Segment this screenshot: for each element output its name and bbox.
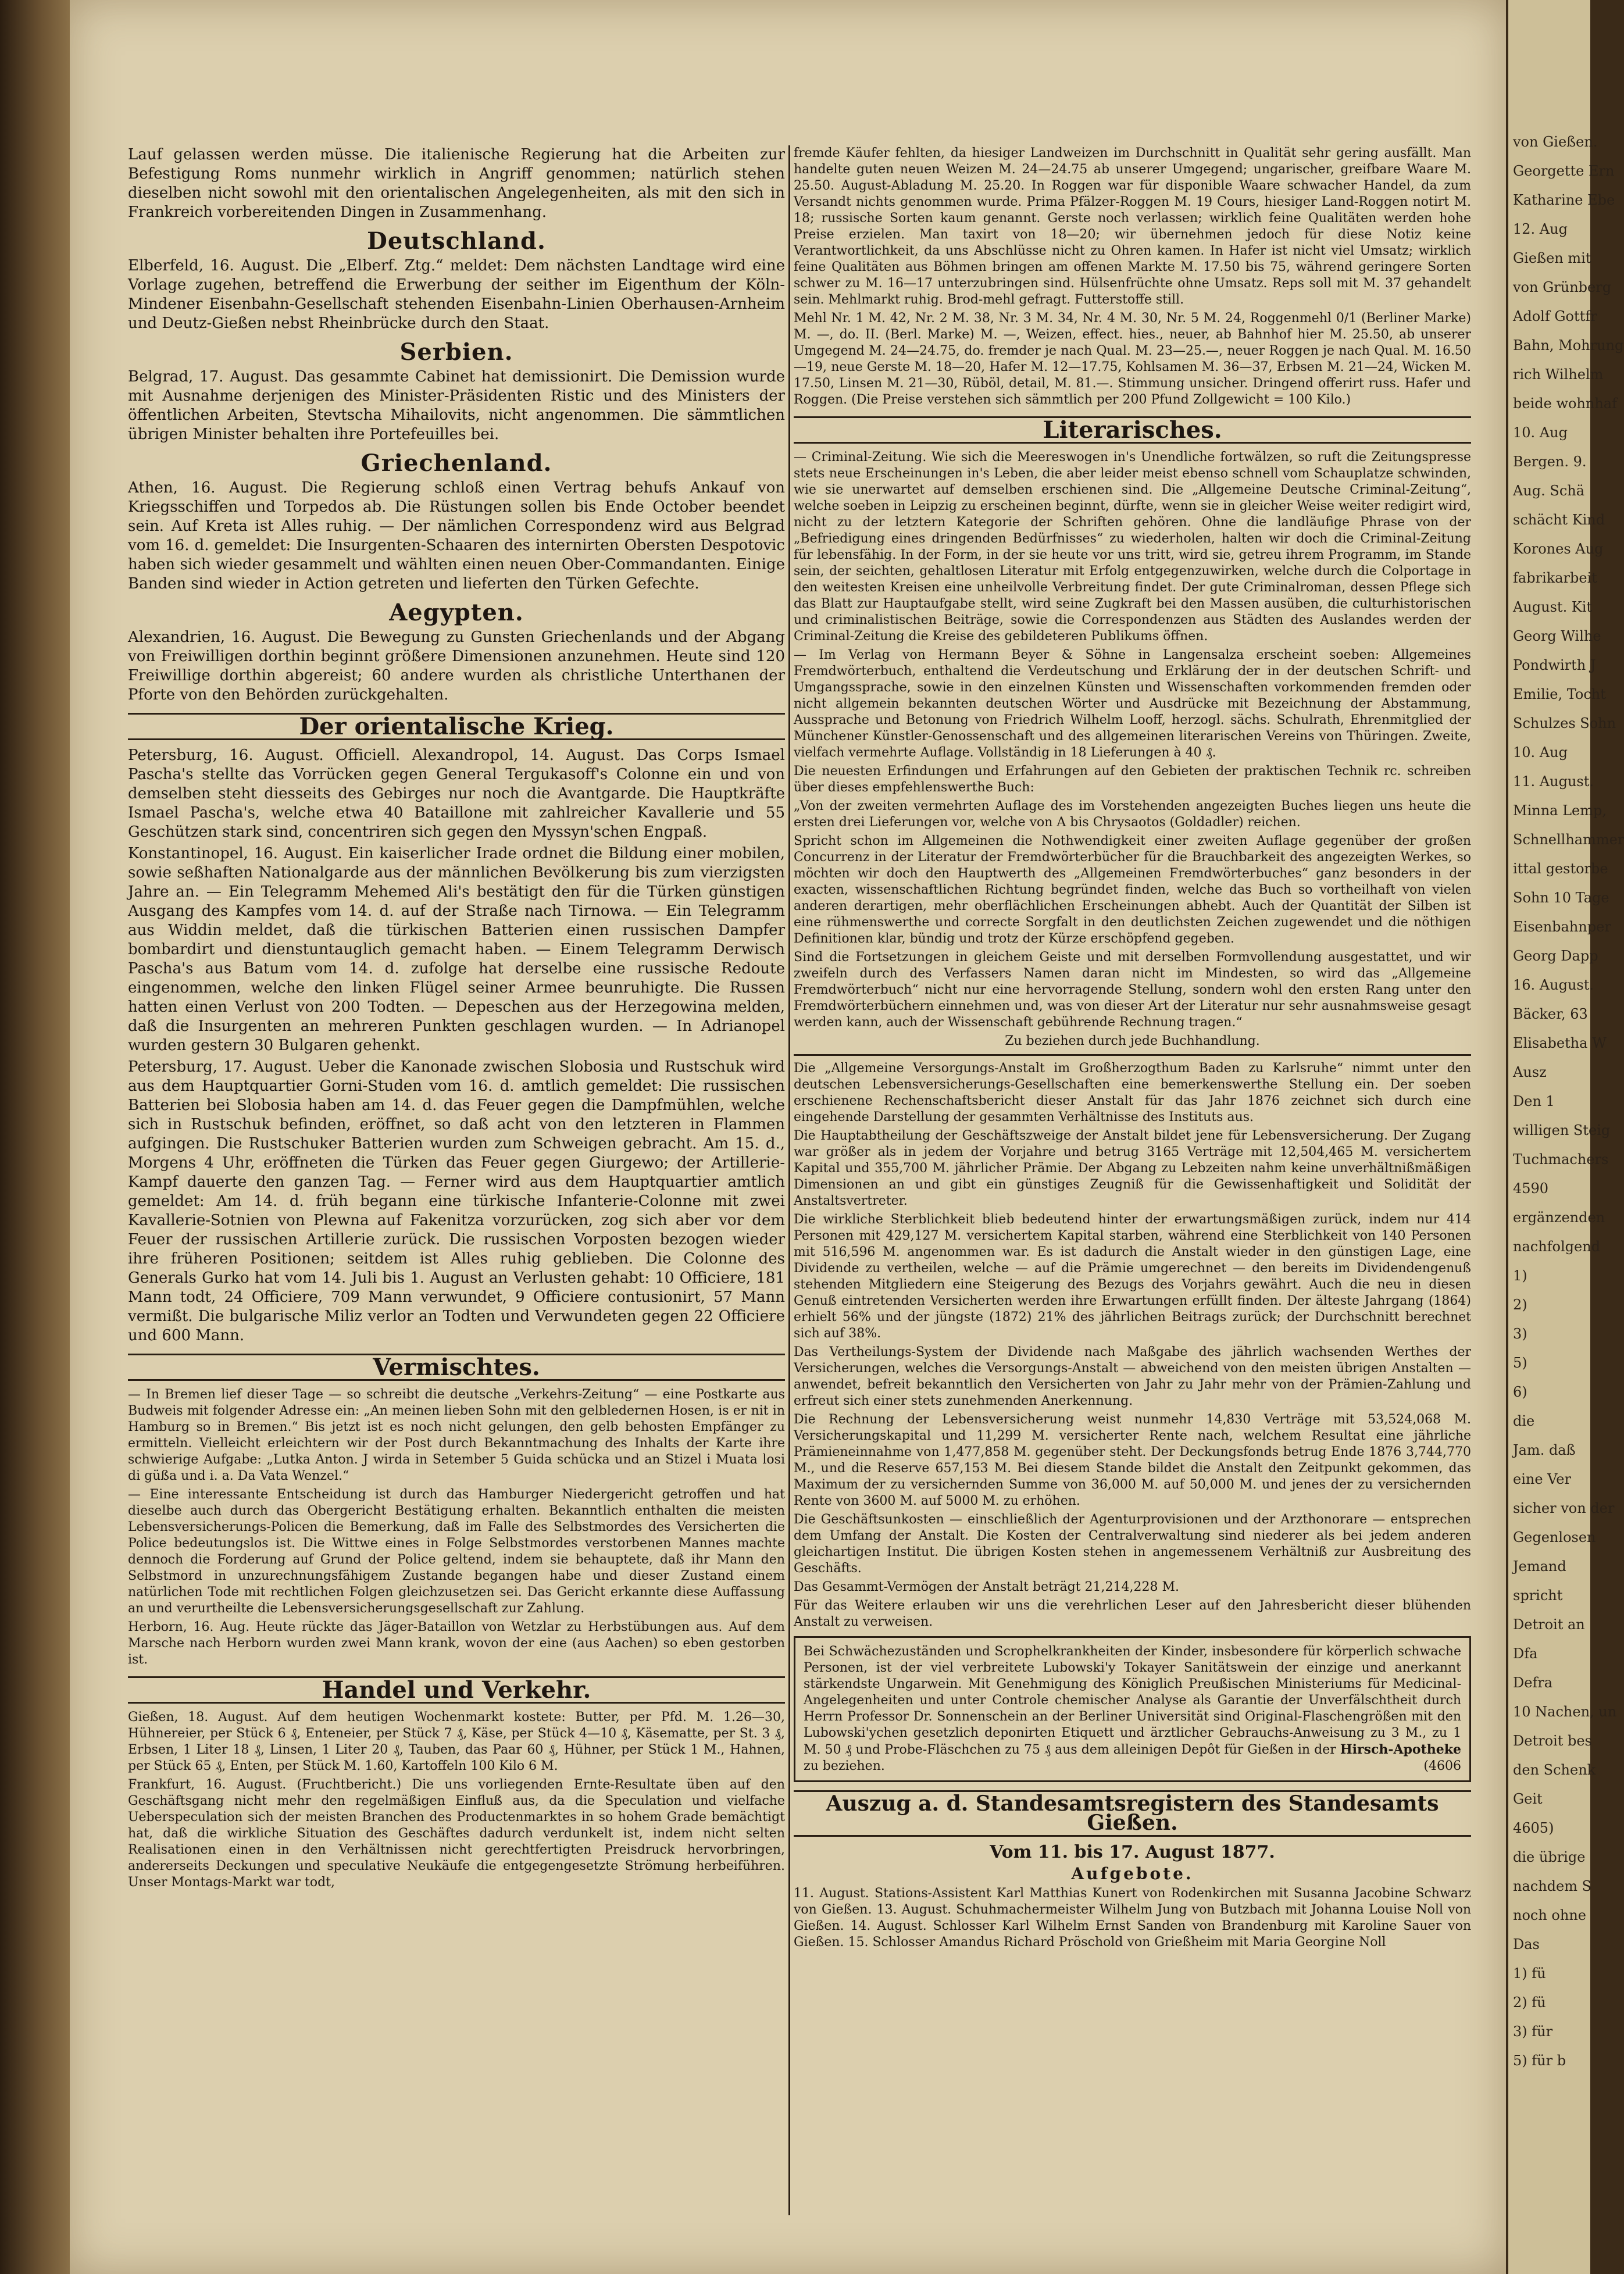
next-page-line: 16. August. (1513, 977, 1594, 993)
next-page-line: 2) fü (1513, 1994, 1546, 2011)
next-page-line: Korones Aug (1513, 541, 1604, 557)
heading-vermischtes: Vermischtes. (128, 1354, 785, 1381)
vers-para-6: Die Geschäftsunkosten — einschließlich der Agenturprovisionen und der Arzthonorare — entsprechen dem Umfang der Anstalt. Die Kosten der Centralverwaltung sind niederer als bei jedem anderen gleichartigen Institut. Die übrigen Kosten stehen in angemessenem Verhältniß zur Ausbreitung des Geschäfts. (794, 1512, 1471, 1576)
heading-aegypten: Aegypten. (389, 599, 524, 626)
next-page-line: Detroit an (1513, 1616, 1585, 1633)
left-column (128, 145, 785, 1893)
tokayer-text: Bei Schwächezuständen und Scrophelkrankheiten der Kinder, insbesondere für körperlich schwache Personen, ist der viel verbreitete Lubowski'y Tokayer Sanitätswein der einzige und anerkannt stärkendste Ungarwein. Mit Genehmigung des Königlich Preußischen Ministeriums für Medicinal-Angelegenheiten und unter Controle chemischer Analyse als Garantie der Unverfälschtheit durch Herrn Professor Dr. Sonnenschein an der Berliner Universität sind Original-Flaschengrößen mit den Lubowski'ychen gesetzlich deponirten Etiquett und ärztlicher Gebrauchs-Anweisung zu 3 M., zu 1 M. 50 ₰ und Probe-Fläschchen zu 75 ₰ aus dem alleinigen Depôt für Gießen in der (804, 1644, 1461, 1757)
next-page-line: Pondwirth J (1513, 657, 1596, 673)
next-page-line: 12. Aug (1513, 221, 1568, 237)
next-page-line: Georg Dapp (1513, 948, 1598, 964)
vers-para-4: Das Vertheilungs-System der Dividende nach Maßgabe des jährlich wachsenden Werthes der Versicherungen, welches die Versorgungs-Anstalt — abweichend von den meisten übrigen Anstalten — anwendet, befreit bekanntlich den Versicherten von Jahr zu Jahr mehr von der Prämien-Zahlung und erfreut sich einer stets zunehmenden Anerkennung. (794, 1345, 1471, 1408)
article-technik: Die neuesten Erfindungen und Erfahrungen auf den Gebieten der praktischen Technik rc. schreiben über dieses empfehlenswerthe Buch: (794, 764, 1471, 795)
article-alexandrien: Alexandrien, 16. August. Die Bewegung zu Gunsten Griechenlands und der Abgang von Freiwilligen dorthin beginnt größere Dimensionen anzunehmen. Heute sind 120 Freiwillige dorthin abgereist; 60 andere wurden als christliche Unterthanen der Pforte von den Behörden zurückgehalten. (128, 629, 785, 704)
vers-para-7: Das Gesammt-Vermögen der Anstalt beträgt 21,214,228 M. (794, 1580, 1179, 1594)
next-page-line: Aug. Schä (1513, 483, 1585, 499)
next-page-line: Bahn, Mohrung (1513, 337, 1624, 354)
next-page-line: ergänzenden (1513, 1209, 1605, 1226)
next-page-line: die (1513, 1413, 1535, 1429)
next-page-line: 4590 (1513, 1180, 1549, 1197)
next-page-line: Dfa (1513, 1645, 1538, 1662)
next-page-line: Bergen. 9. (1513, 454, 1587, 470)
heading-serbien: Serbien. (399, 338, 513, 366)
review-quote-2: Spricht schon im Allgemeinen die Nothwendigkeit einer zweiten Auflage gegenüber der großen Concurrenz in der Literatur der Fremdwörterbücher für die Brauchbarkeit des angezeigten Werkes, so möchten wir doch den Hauptwerth des „Allgemeinen Fremdwörterbuches“ ganz besonders in der exacten, wissenschaftlichen Richtung begründet finden, welche das Buch so vortheilhaft von vielen anderen derartigen, mehr oberflächlichen Erscheinungen abhebt. Auch der Quantität der Silben ist eine rühmenswerthe und correcte Sorgfalt in den deutlichsten Zeichen zugewendet und die nöthigen Definitionen klar, bündig und trotz der Kürze erschöpfend gegeben. (794, 834, 1471, 946)
versorgungs-anstalt-report (794, 1061, 1471, 1630)
heading-handel: Handel und Verkehr. (128, 1676, 785, 1704)
next-page-line: 6) (1513, 1384, 1527, 1400)
next-page-line: Georgette Ern (1513, 163, 1615, 179)
next-page-line: 2) (1513, 1297, 1527, 1313)
tokayer-advertisement (794, 1636, 1471, 1782)
next-page-line: spricht (1513, 1587, 1563, 1604)
price-list-mehl: Mehl Nr. 1 M. 42, Nr. 2 M. 38, Nr. 3 M. 34, Nr. 4 M. 30, Nr. 5 M. 24, Roggenmehl 0/1 (Berliner Marke) M. —, do. II. (Berl. Marke) M. —, Weizen, effect. hies., neuer, ab Bahnhof hier M. 25.50, ab unserer Umgegend M. 24—24.75, do. fremder je nach Qual. M. 23—25.—, neuer Roggen je nach Qual. M. 16.50—19, neue Gerste M. 18—20, Hafer M. 12—17.75, Kohlsamen M. 36—37, Erbsen M. 21—24, Wicken M. 17.50, Linsen M. 21—30, Rüböl, detail, M. 81.—. Stimmung unsicher. Dringend offerirt russ. Hafer und Roggen. (Die Preise verstehen sich sämmtlich per 200 Pfund Zollgewicht = 100 Kilo.) (794, 311, 1471, 407)
next-page-line: schächt Kind (1513, 512, 1605, 528)
ad-number: (4606 (1423, 1759, 1461, 1773)
review-quote-3: Sind die Fortsetzungen in gleichem Geiste und mit derselben Formvollendung ausgestattet, und wir zweifeln durch des Verfassers Namen daran nicht im Mindesten, so wird das „Allgemeine Fremdwörterbuch“ nicht nur eine hervorragende Stellung, sondern wohl den ersten Rang unter den Fremdwörterbüchern einnehmen und, was von dieser Art der Literatur nur sehr ausnahmsweise gesagt werden kann, auch der Wissenschaft gebührende Rechnung tragen.“ (794, 950, 1471, 1030)
heading-auszug: Auszug a. d. Standesamtsregistern des Standesamts Gießen. (794, 1790, 1471, 1837)
next-page-line: Katharine Ebe (1513, 192, 1615, 208)
next-page-line: 10 Nachen, un (1513, 1704, 1617, 1720)
next-page-line: Gießen mit (1513, 250, 1591, 266)
next-page-line: Schulzes Sohn (1513, 715, 1616, 731)
next-page-line: von Gießen. (1513, 134, 1598, 150)
article-frankfurt: Frankfurt, 16. August. (Fruchtbericht.) Die uns vorliegenden Ernte-Resultate üben auf den Geschäftsgang nicht mehr den regelmäßigen Einfluß aus, da die Speculation und vielfache Ueberspeculation sich der meisten Branchen des Productenmarktes in so hohem Grade bemächtigt hat, daß die wirkliche Situation des Geschäftes dadurch verdunkelt ist, indem nicht selten Realisationen einen in den Verhältnissen nicht gerechtfertigten Preisdruck hervorbringen, andererseits Deckungen und speculative Neukäufe die entgegengesetzte Strömung herbeiführen. Unser Montags-Markt war todt, (128, 1777, 785, 1890)
next-page-fragment (1506, 0, 1624, 2274)
next-page-line: Geit (1513, 1791, 1543, 1807)
next-page-line: Detroit bes (1513, 1733, 1592, 1749)
heading-literarisches: Literarisches. (794, 416, 1471, 444)
next-page-line: Defra (1513, 1675, 1553, 1691)
next-page-line: 10. Aug (1513, 744, 1568, 761)
rule (794, 1054, 1471, 1056)
vers-para-3: Die wirkliche Sterblichkeit blieb bedeutend hinter der erwartungsmäßigen zurück, indem nur 414 Personen mit 429,127 M. versichertem Kapital starben, während eine Sterblichkeit von 140 Personen mit 516,596 M. angenommen war. Es ist dadurch die Anstalt wieder in den günstigen Lage, eine Dividende zu vertheilen, welche — auf die Prämie umgerechnet — den bereits im Dividendengenuß stehenden Mitgliedern eine Steigerung des Bezugs des Vorjahrs gewährt. Auch die neu in diesen Genuß eintretenden Versicherten werden ihre Erwartungen erfüllt finden. Der älteste Jahrgang (1864) erhielt 56% und der jüngste (1872) 21% des jährlichen Beitrags zurück; der Durchschnitt berechnet sich auf 38%. (794, 1212, 1471, 1341)
review-quote-1: „Von der zweiten vermehrten Auflage des im Vorstehenden angezeigten Buches liegen uns heute die ersten drei Lieferungen vor, welche von A bis Chrysaotos (Goldadler) reichen. (794, 799, 1471, 830)
article-petersburg-2: Petersburg, 17. August. Ueber die Kanonade zwischen Slobosia und Rustschuk wird aus dem Hauptquartier Gorni-Studen vom 16. d. amtlich gemeldet: Die russischen Batterien bei Slobosia haben am 14. d. das Feuer gegen die Dampfmühlen, welche sich in Rustschuk befinden, eröffnet, so daß acht von den letzteren in Flammen aufgingen. Die Rustschuker Batterien wurden zum Schweigen gebracht. Am 15. d., Morgens 4 Uhr, eröffneten die Türken das Feuer gegen Giurgewo; der Artillerie-Kampf dauerte den ganzen Tag. — Ferner wird aus dem Hauptquartier amtlich gemeldet: Am 14. d. früh begann eine türkische Infanterie-Colonne mit zwei Kavallerie-Sotnien von Plewna auf Fakenitza vorzurücken, zog sich aber vor dem Feuer der russischen Artillerie zurück. Die russischen Vorposten bezogen wieder ihre früheren Positionen; seitdem ist Alles ruhig geblieben. Die Colonne des Generals Gurko hat vom 14. Juli bis 1. August an Verlusten gehabt: 10 Officiere, 181 Mann todt, 24 Officiere, 709 Mann verwundet, 9 Officiere contusionirt, 57 Mann vermißt. Die bulgarische Miliz verlor an Todten und Verwundeten gegen 22 Officiere und 600 Mann. (128, 1058, 785, 1344)
next-page-line: 10. Aug (1513, 424, 1568, 441)
next-page-line: Bäcker, 63 (1513, 1006, 1588, 1022)
next-page-line: Schnellhammer (1513, 831, 1624, 848)
apotheke-suffix: zu beziehen. (804, 1759, 885, 1773)
next-page-line: 4605) (1513, 1820, 1554, 1836)
next-page-line: August. Kit (1513, 599, 1593, 615)
heading-griechenland: Griechenland. (361, 449, 552, 477)
heading-krieg: Der orientalische Krieg. (128, 713, 785, 740)
next-page-line: noch ohne (1513, 1907, 1586, 1923)
article-criminal-zeitung: — Criminal-Zeitung. Wie sich die Meereswogen in's Unendliche fortwälzen, so ruft die Zeitungspresse stets neue Erscheinungen in's Leben, die aber leider meist ebenso schnell vom Schauplatze schwinden, wie sie unerwartet auf demselben erschienen sind. Die „Allgemeine Deutsche Criminal-Zeitung“, welche soeben in Leipzig zu erscheinen beginnt, dürfte, wenn sie in gleicher Weise weiter redigirt wird, nicht zu der letztern Kategorie der Schriften gehören. Ohne die landläufige Phrase von der „Befriedigung eines dringenden Bedürfnisses“ zu wiederholen, halten wir doch die Criminal-Zeitung für lebensfähig. In der Form, in der sie heute vor uns tritt, wird sie, getreu ihrem Programm, im Stande sein, der seichten, gehaltlosen Literatur mit Erfolg entgegenzuwirken, welche durch die Colportage in den weitesten Kreisen eine unheilvolle Verbreitung findet. Der gute Criminalroman, dessen Pflege sich das Blatt zur Hauptaufgabe stellt, wird seine Zugkraft bei den Massen ausüben, die culturhistorischen und criminalistischen Beiträge, sowie die Correspondenzen aus Städten des Auslandes werden der Criminal-Zeitung die Kreise des gebildeteren Publikums öffnen. (794, 450, 1471, 644)
next-page-line: 3) (1513, 1326, 1527, 1342)
article-intro: Lauf gelassen werden müsse. Die italienische Regierung hat die Arbeiten zur Befestigung Roms nunmehr wirklich in Angriff genommen; natürlich stehen dieselben nicht sowohl mit den orientalischen Angelegenheiten, als mit den sich in Frankreich vorbereitenden Dingen in Zusammenhang. (128, 146, 785, 221)
apotheke-name: Hirsch-Apotheke (1340, 1742, 1461, 1757)
next-page-line: ittal gestorbe (1513, 861, 1608, 877)
next-page-line: Den 1 (1513, 1093, 1555, 1109)
right-column (794, 145, 1471, 1953)
next-page-line: Emilie, Tocht (1513, 686, 1606, 702)
next-page-line: Jemand (1513, 1558, 1566, 1575)
auszug-subtitle: Vom 11. bis 17. August 1877. (990, 1842, 1275, 1862)
next-page-line: den Schenk (1513, 1762, 1596, 1778)
article-entscheidung: — Eine interessante Entscheidung ist durch das Hamburger Niedergericht getroffen und hat dieselbe auch durch das Obergericht Bestätigung erhalten. Bekanntlich enthalten die meisten Lebensversicherungs-Policen die Bemerkung, daß im Falle des Selbstmordes des Versicherten die Police bedeutungslos ist. Die Wittwe eines in Folge Selbstmordes verstorbenen Mannes machte dennoch die Forderung auf Grund der Police geltend, indem sie behauptete, daß ihr Mann den Selbstmord in unzurechnungsfähigem Zustande begangen habe und dieser Zustand einem natürlichen Tode mit rechtlichen Folgen gleichzusetzen sei. Das Gericht erkannte diese Auffassung an und verurtheilte die Lebensversicherungsgesellschaft zur Zahlung. (128, 1487, 785, 1616)
newspaper-page (70, 0, 1506, 2274)
next-page-line: 5) für b (1513, 2052, 1566, 2069)
article-fremdwoerterbuch: — Im Verlag von Hermann Beyer & Söhne in Langensalza erscheint soeben: Allgemeines Fremdwörterbuch, enthaltend die Verdeutschung und Erklärung der in der deutschen Schrift- und Umgangssprache, sowie in den einzelnen Künsten und Wissenschaften vorkommenden fremden oder nicht allgemein bekannten deutschen Wörter und Ausdrücke mit Bezeichnung der Abstammung, Aussprache und Betonung von Friedrich Wilhelm Looff, herzogl. sächs. Schulrath, Ehrenmitglied der Münchener Künstler-Genossenschaft und des allgemeinen literarischen Vereins von Thüringen. Zweite, vielfach vermehrte Auflage. Vollständig in 18 Lieferungen à 40 ₰. (794, 648, 1471, 760)
heading-deutschland: Deutschland. (367, 227, 546, 255)
next-page-line: Tuchmachers (1513, 1151, 1609, 1168)
next-page-line: die übrige (1513, 1849, 1586, 1865)
next-page-line: beide wohnhaf (1513, 395, 1617, 412)
article-bremen: — In Bremen lief dieser Tage — so schreibt die deutsche „Verkehrs-Zeitung“ — eine Postkarte aus Budweis mit folgender Adresse ein: „An meinen lieben Sohn mit den gelbledernen Hosen, is er nit in Hamburg so in Bremen.“ Bis jetzt ist es noch nicht gelungen, den gelb behosten Empfänger zu ermitteln. Vielleicht erleichtern wir der Post durch Bekanntmachung des Inhalts der Karte ihre schwierige Aufgabe: „Lutka Anton. J wirda in Setember 5 Guida schücka und an Stizel i Muata losi di güßa und i. a. Da Vata Wenzel.“ (128, 1387, 785, 1483)
vers-para-5: Die Rechnung der Lebensversicherung weist nunmehr 14,830 Verträge mit 53,524,068 M. Versicherungskapital und 11,299 M. versicherter Rente nach, welchem Resultat eine jährliche Prämieneinnahme von 1,477,858 M. gegenüber steht. Der Deckungsfonds betrug Ende 1876 3,744,770 M., und die Reserve 657,153 M. Bei diesem Stande bildet die Anstalt den Zeitpunkt gekommen, das Maximum der zu versichernden Summe von 36,000 M. auf 50,000 M. und jenes der zu versichernden Rente von 3600 M. auf 5000 M. zu erhöhen. (794, 1412, 1471, 1508)
next-page-line: Das (1513, 1936, 1540, 1952)
next-page-line: eine Ver (1513, 1471, 1571, 1487)
article-konstantinopel: Konstantinopel, 16. August. Ein kaiserlicher Irade ordnet die Bildung einer mobilen, sowie seßhaften Nationalgarde aus der männlichen Bevölkerung bis zum vierzigsten Jahre an. — Ein Telegramm Mehemed Ali's bestätigt den für die Türken günstigen Ausgang des Kampfes vom 14. d. auf der Straße nach Tirnowa. — Ein Telegramm aus Widdin meldet, daß die türkischen Batterien einen russischen Dampfer bombardirt und dienstuntauglich gemacht haben. — Einem Telegramm Derwisch Pascha's aus Batum vom 14. d. zufolge hat derselbe eine russische Redoute eingenommen, welche den linken Flügel seiner Armee beunruhigte. Die Russen hatten einen Verlust von 200 Todten. — Depeschen aus der Herzegowina melden, daß die Insurgenten an mehreren Punkten geschlagen wurden. — In Adrianopel wurden gestern 30 Bulgaren gehenkt. (128, 845, 785, 1054)
next-page-line: 11. August. (1513, 773, 1594, 790)
aufgebote-list: 11. August. Stations-Assistent Karl Matthias Kunert von Rodenkirchen mit Susanna Jacobine Schwarz von Gießen. 13. August. Schuhmachermeister Wilhelm Jung von Butzbach mit Johanna Louise Noll von Gießen. 14. August. Schlosser Karl Wilhelm Ernst Sanden von Brandenburg mit Karoline Sauer von Gießen. 15. Schlosser Amandus Richard Pröschold von Grießheim mit Maria Georgine Noll (794, 1886, 1471, 1950)
vers-para-8: Für das Weitere erlauben wir uns die verehrlichen Leser auf den Jahresbericht dieser blühenden Anstalt zu verweisen. (794, 1598, 1471, 1629)
next-page-line: 3) für (1513, 2023, 1553, 2040)
next-page-line: Elisabetha W (1513, 1035, 1607, 1051)
vers-para-2: Die Hauptabtheilung der Geschäftszweige der Anstalt bildet jene für Lebensversicherung. Der Zugang war größer als in jedem der Vorjahre und betrug 3165 Verträge mit 12,504,465 M. versichertem Kapital und 355,700 M. jährlicher Prämie. Der Abgang zu Lebzeiten nahm keine unverhältnißmäßigen Dimensionen an und gibt ein günstiges Zeugniß für die Gewissenhaftigkeit und Solidität der Anstaltsvertreter. (794, 1129, 1471, 1208)
article-belgrad: Belgrad, 17. August. Das gesammte Cabinet hat demissionirt. Die Demission wurde mit Ausnahme derjenigen des Minister-Präsidenten Ristic und des Ministers der öffentlichen Arbeiten, Stevtscha Mihailovits, nicht angenommen. Die sämmtlichen übrigen Minister behalten ihre Portefeuilles bei. (128, 368, 785, 443)
next-page-line: Adolf Gottfr (1513, 308, 1597, 324)
next-page-line: von Grünberg (1513, 279, 1612, 295)
article-petersburg-1: Petersburg, 16. August. Officiell. Alexandropol, 14. August. Das Corps Ismael Pascha's stellte das Vorrücken gegen General Tergukasoff's Colonne ein und von demselben steht diesseits des Gebirges nur noch die Avantgarde. Die Hauptkräfte Ismael Pascha's, welche etwa 40 Bataillone mit zahlreicher Kavallerie und 55 Geschützen stark sind, concentriren sich gegen den Myssyn'schen Engpaß. (128, 747, 785, 841)
next-page-line: Ausz (1513, 1064, 1547, 1080)
next-page-line: 5) (1513, 1355, 1527, 1371)
next-page-line: nachfolgend (1513, 1238, 1601, 1255)
column-divider (788, 145, 790, 2215)
next-page-line: sicher von der (1513, 1500, 1615, 1516)
next-page-line: Jam. daß (1513, 1442, 1576, 1458)
article-giessen-markt: Gießen, 18. August. Auf dem heutigen Wochenmarkt kostete: Butter, per Pfd. M. 1.26—30, Hühnereier, per Stück 6 ₰, Enteneier, per Stück 7 ₰, Käse, per Stück 4—10 ₰, Käsematte, per St. 3 ₰, Erbsen, 1 Liter 18 ₰, Linsen, 1 Liter 20 ₰, Tauben, das Paar 60 ₰, Hühner, per Stück 1 M., Hahnen, per Stück 65 ₰, Enten, per Stück M. 1.60, Kartoffeln 100 Kilo 6 M. (128, 1710, 785, 1773)
article-markt-fortsetzung: fremde Käufer fehlten, da hiesiger Landweizen im Durchschnitt in Qualität sehr gering ausfällt. Man handelte guten neuen Weizen M. 24—24.75 ab unserer Umgegend; ungarischer, greifbare Waare M. 25.50. August-Abladung M. 25.20. In Roggen war für disponible Waare schwacher Handel, da zum Versandt nichts genommen wurde. Prima Pfälzer-Roggen M. 19 Cours, hiesiger Land-Roggen notirt M. 18; russische Sorten kaum genannt. Gerste noch verlassen; wirklich feine Qualitäten werden hohe Preise erzielen. Man taxirt von 18—20; wir übernehmen jedoch für diese Notiz keine Verantwortlichkeit, da uns Abschlüsse nicht zu Ohren kamen. In Hafer ist nicht viel Umsatz; wirklich feine Qualitäten aus Böhmen bringen am offenen Markte M. 17.50 bis 75, während geringere Sorten schwer zu M. 16—17 unterzubringen sind. Hülsenfrüchte ohne Umsatz. Reps soll mit M. 37 gehandelt sein. Mehlmarkt ruhig. Brod-mehl gefragt. Futterstoffe still. (794, 146, 1471, 307)
next-page-line: Sohn 10 Tage (1513, 890, 1609, 906)
article-elberfeld: Elberfeld, 16. August. Die „Elberf. Ztg.“ meldet: Dem nächsten Landtage wird eine Vorlage zugehen, betreffend die Erwerbung der seither im Eigenthum der Köln-Mindener Eisenbahn-Gesellschaft stehenden Eisenbahn-Linien Oberhausen-Arnheim und Deutz-Gießen nebst Rheinbrücke durch den Staat. (128, 257, 785, 332)
next-page-line: Gegenlosen (1513, 1529, 1596, 1545)
next-page-line: nachdem S (1513, 1878, 1592, 1894)
heading-aufgebote: Aufgebote. (1071, 1864, 1194, 1883)
bezug-note: Zu beziehen durch jede Buchhandlung. (1005, 1034, 1260, 1048)
next-page-line: Georg Wilhe (1513, 628, 1601, 644)
vers-para-1: Die „Allgemeine Versorgungs-Anstalt im Großherzogthum Baden zu Karlsruhe“ nimmt unter den deutschen Lebensversicherungs-Gesellschaften eine bemerkenswerthe Stellung ein. Der soeben erschienene Rechenschaftsbericht dieser Anstalt für das Jahr 1876 zeichnet sich durch eine eingehende Darstellung der gesammten Verhältnisse des Instituts aus. (794, 1061, 1471, 1124)
next-page-line: Eisenbahnper (1513, 919, 1611, 935)
book-binding (0, 0, 70, 2274)
article-athen: Athen, 16. August. Die Regierung schloß einen Vertrag behufs Ankauf von Kriegsschiffen und Torpedos ab. Die Rüstungen sollen bis Ende October beendet sein. Auf Kreta ist Alles ruhig. — Der nämlichen Correspondenz wird aus Belgrad vom 16. d. gemeldet: Die Insurgenten-Schaaren des internirten Obersten Despotovic haben sich wieder gesammelt und wählten einen neuen Ober-Commandanten. Einige Banden sind wieder in Action getreten und lieferten den Türken Gefechte. (128, 479, 785, 592)
next-page-line: 1) (1513, 1268, 1527, 1284)
next-page-line: fabrikarbeit (1513, 570, 1597, 586)
next-page-line: 1) fü (1513, 1965, 1546, 1982)
next-page-line: Minna Lemp, (1513, 802, 1607, 819)
article-herborn: Herborn, 16. Aug. Heute rückte das Jäger-Bataillon von Wetzlar zu Herbstübungen aus. Auf dem Marsche nach Herborn wurden zwei Mann krank, wovon der eine (aus Aachen) so eben gestorben ist. (128, 1620, 785, 1667)
next-page-line: rich Wilhelm (1513, 366, 1604, 383)
next-page-line: willigen Steig (1513, 1122, 1611, 1138)
